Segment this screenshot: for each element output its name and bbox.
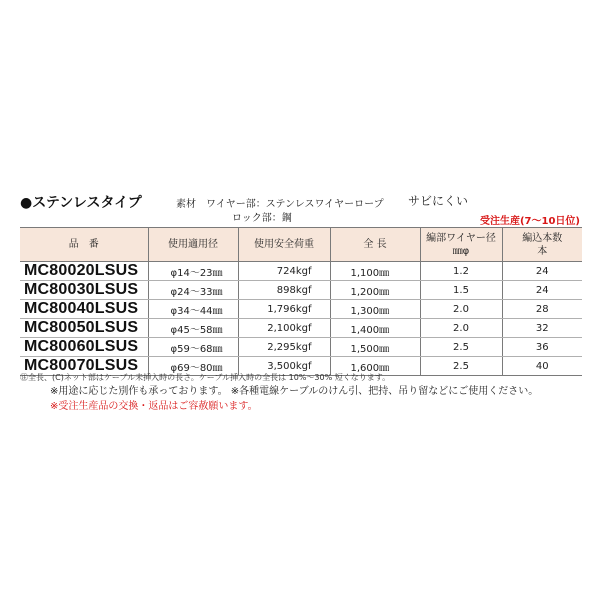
safe-load: 2,100kgf <box>238 319 330 338</box>
product-code: MC80070LSUS <box>20 357 148 376</box>
safe-load: 2,295kgf <box>238 338 330 357</box>
material-wire: ワイヤー部：ステンレスワイヤーロープ <box>206 199 384 210</box>
wire-diameter: 2.0 <box>420 300 502 319</box>
product-code: MC80060LSUS <box>20 338 148 357</box>
safe-load: 3,500kgf <box>238 357 330 376</box>
braid-count: 36 <box>502 338 582 357</box>
table-row <box>20 281 582 300</box>
made-to-order-note: 受注生産(7～10日位) <box>479 216 580 227</box>
total-length: 1,600㎜ <box>330 357 420 376</box>
braid-count: 24 <box>502 281 582 300</box>
material-lock: ロック部：鋼 <box>232 213 292 224</box>
safe-load: 724kgf <box>238 262 330 281</box>
product-code: MC80050LSUS <box>20 319 148 338</box>
wire-diameter: 2.5 <box>420 357 502 376</box>
header-total-length: 全 長 <box>330 228 420 262</box>
diameter-range: φ34～44㎜ <box>148 300 238 319</box>
wire-diameter: 2.0 <box>420 319 502 338</box>
table-row <box>20 262 582 281</box>
total-length: 1,400㎜ <box>330 319 420 338</box>
header-product-code: 品 番 <box>20 228 148 262</box>
braid-count: 32 <box>502 319 582 338</box>
braid-count: 40 <box>502 357 582 376</box>
product-code: MC80040LSUS <box>20 300 148 319</box>
diameter-range: φ14～23㎜ <box>148 262 238 281</box>
rust-resistant-note: サビにくい <box>408 194 469 208</box>
diameter-range: φ45～58㎜ <box>148 319 238 338</box>
total-length: 1,100㎜ <box>330 262 420 281</box>
diameter-range: φ24～33㎜ <box>148 281 238 300</box>
material-label: 素材 <box>176 199 196 210</box>
braid-count: 24 <box>502 262 582 281</box>
braid-count: 28 <box>502 300 582 319</box>
table-row <box>20 338 582 357</box>
safe-load: 898kgf <box>238 281 330 300</box>
length-footnote: ㊟全長、(C)ネット部はケーブル未挿入時の長さ。ケーブル挿入時の全長は 10%～30% 短くなります。 <box>20 373 391 382</box>
diameter-range: φ59～68㎜ <box>148 338 238 357</box>
product-code: MC80030LSUS <box>20 281 148 300</box>
product-type-title: ●ステンレスタイプ <box>20 195 142 211</box>
total-length: 1,500㎜ <box>330 338 420 357</box>
usage-footnote: ※用途に応じた別作も承っております。 ※各種電線ケーブルのけん引、把持、吊り留などにご使用ください。 <box>50 386 539 397</box>
header-safe-load: 使用安全荷重 <box>238 228 330 262</box>
wire-diameter: 1.2 <box>420 262 502 281</box>
total-length: 1,300㎜ <box>330 300 420 319</box>
spec-table-header <box>20 228 582 262</box>
header-wire-diameter: 編部ワイヤー径 ㎜φ <box>420 228 502 262</box>
table-row <box>20 300 582 319</box>
total-length: 1,200㎜ <box>330 281 420 300</box>
material-spec <box>176 195 384 210</box>
diameter-range: φ69～80㎜ <box>148 357 238 376</box>
header-braid-count: 編込本数 本 <box>502 228 582 262</box>
spec-table <box>20 227 582 376</box>
product-code: MC80020LSUS <box>20 262 148 281</box>
table-row <box>20 319 582 338</box>
wire-diameter: 2.5 <box>420 338 502 357</box>
wire-diameter: 1.5 <box>420 281 502 300</box>
header-applicable-diameter: 使用適用径 <box>148 228 238 262</box>
safe-load: 1,796kgf <box>238 300 330 319</box>
order-warning-footnote: ※受注生産品の交換・返品はご容赦願います。 <box>50 401 258 412</box>
